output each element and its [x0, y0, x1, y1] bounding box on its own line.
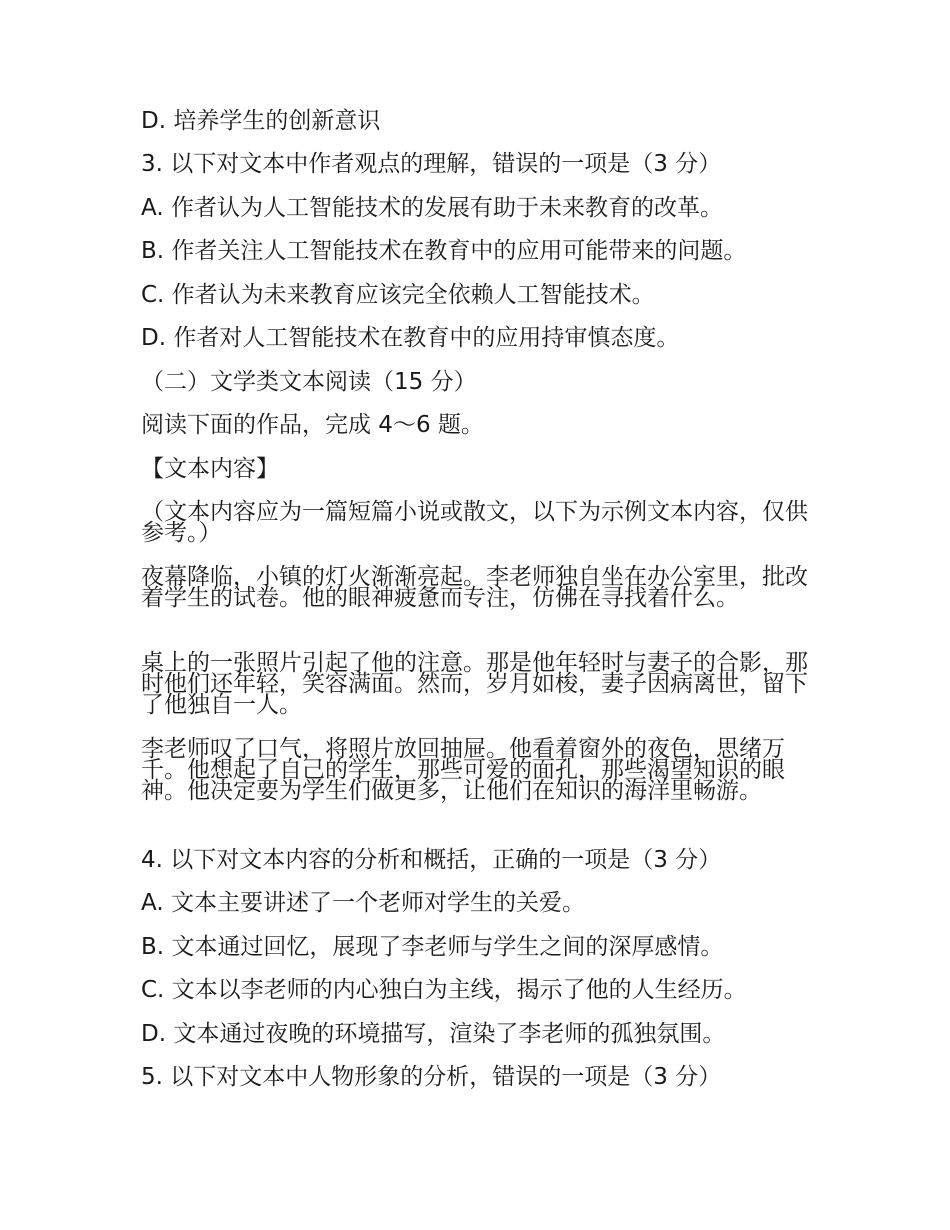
q3-option-d: D. 作者对人工智能技术在教育中的应用持审慎态度。 — [141, 325, 680, 351]
q3-option-c: C. 作者认为未来教育应该完全依赖人工智能技术。 — [141, 282, 655, 308]
story-paragraph-2: 桌上的一张照片引起了他的注意。那是他年轻时与妻子的合影，那时他们还年轻，笑容满面。然而，岁月如梭，妻子因病离世，留下了他独自一人。 — [141, 650, 808, 718]
q5-stem: 5. 以下对文本中人物形象的分析，错误的一项是（3 分） — [141, 1064, 722, 1090]
q4-option-d: D. 文本通过夜晚的环境描写，渲染了李老师的孤独氛围。 — [141, 1021, 726, 1047]
q3-option-b: B. 作者关注人工智能技术在教育中的应用可能带来的问题。 — [141, 238, 747, 264]
reading-instruction: 阅读下面的作品，完成 4～6 题。 — [141, 412, 484, 438]
content-label: 【文本内容】 — [141, 456, 279, 482]
section-heading: （二）文学类文本阅读（15 分） — [141, 369, 477, 395]
q3-option-a: A. 作者认为人工智能技术的发展有助于未来教育的改革。 — [141, 195, 723, 221]
q4-option-a: A. 文本主要讲述了一个老师对学生的关爱。 — [141, 890, 585, 916]
q2-option-d: D. 培养学生的创新意识 — [141, 108, 381, 134]
q4-stem: 4. 以下对文本内容的分析和概括，正确的一项是（3 分） — [141, 847, 722, 873]
story-paragraph-1: 夜幕降临，小镇的灯火渐渐亮起。李老师独自坐在办公室里，批改着学生的试卷。他的眼神疲惫而专注，仿佛在寻找着什么。 — [141, 564, 808, 611]
q4-option-b: B. 文本通过回忆，展现了李老师与学生之间的深厚感情。 — [141, 934, 724, 960]
story-paragraph-3: 李老师叹了口气，将照片放回抽屉。他看着窗外的夜色，思绪万千。他想起了自己的学生，那些可爱的面孔，那些渴望知识的眼神。他决定要为学生们做更多，让他们在知识的海洋里畅游。 — [141, 736, 785, 804]
placeholder-note: （文本内容应为一篇短篇小说或散文，以下为示例文本内容，仅供参考。） — [141, 499, 808, 546]
q3-stem: 3. 以下对文本中作者观点的理解，错误的一项是（3 分） — [141, 151, 722, 177]
q4-option-c: C. 文本以李老师的内心独白为主线，揭示了他的人生经历。 — [141, 977, 747, 1003]
